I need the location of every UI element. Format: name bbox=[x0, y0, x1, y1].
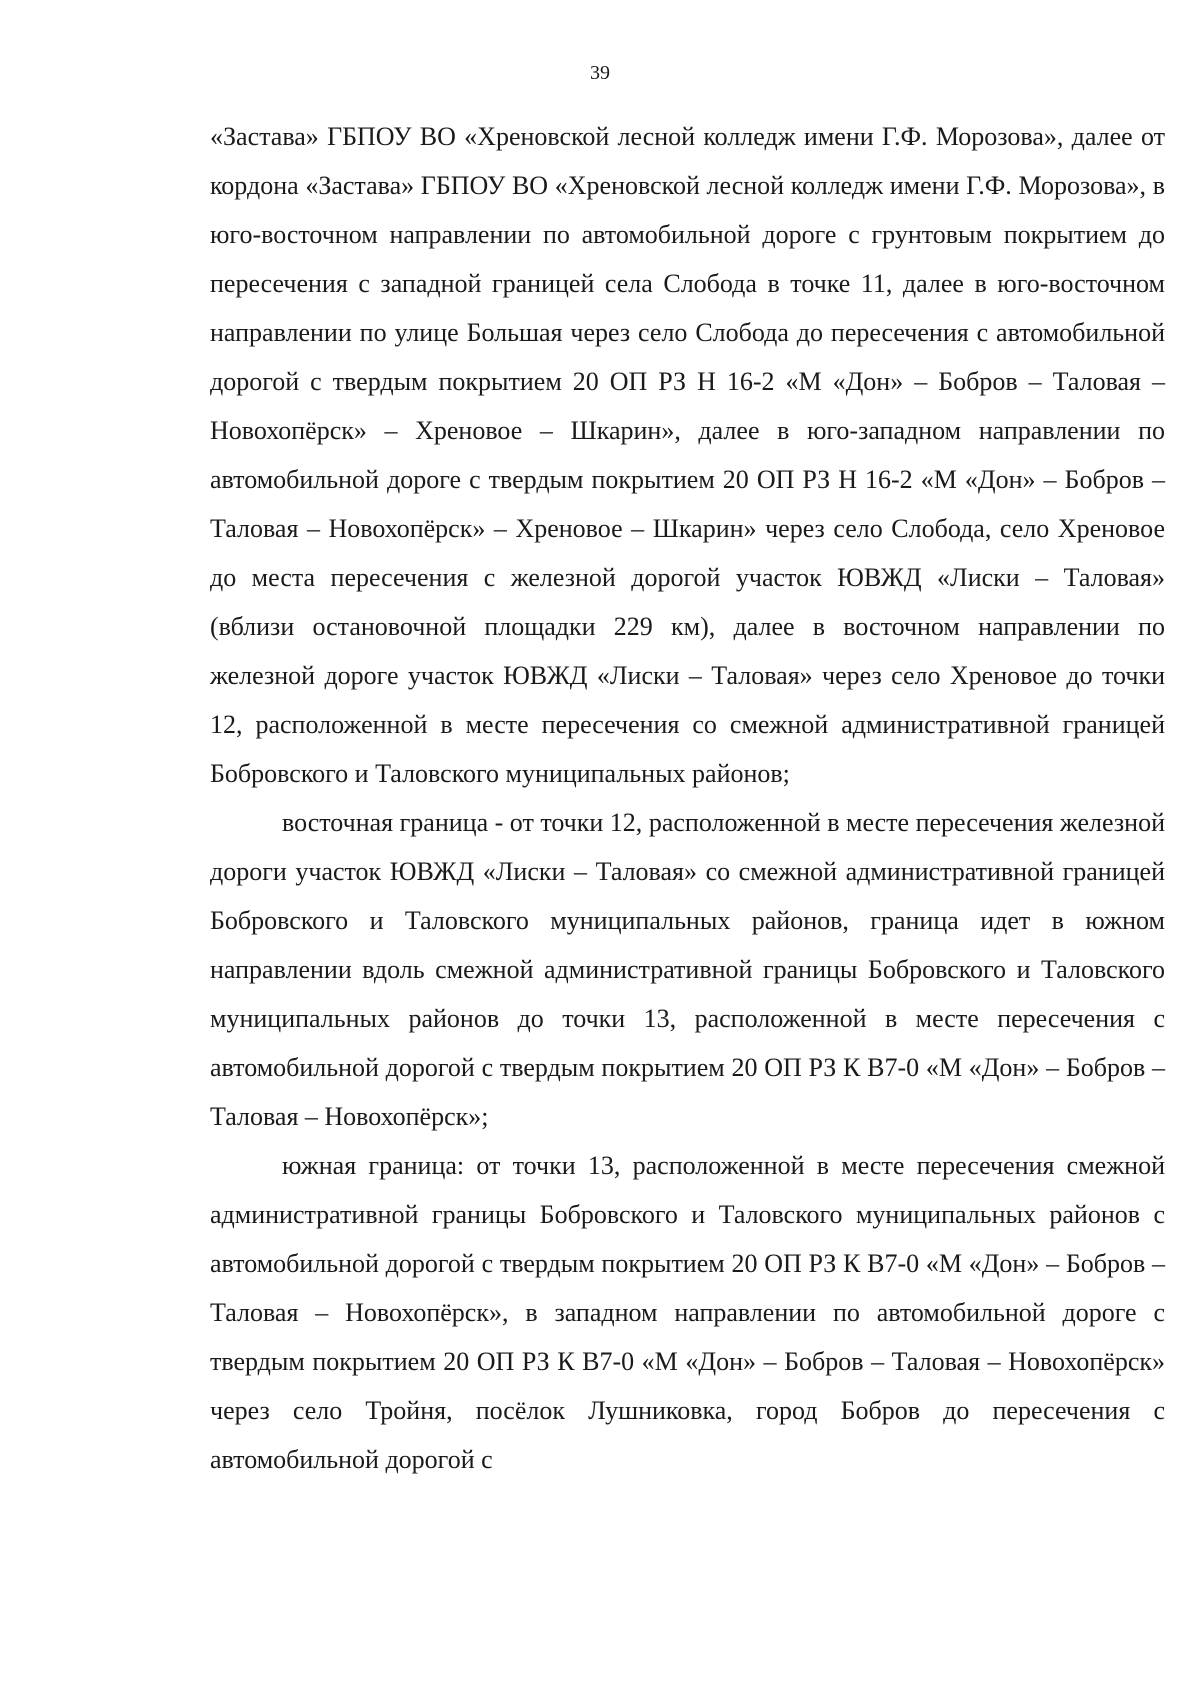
paragraph-west-boundary-continuation: «Застава» ГБПОУ ВО «Хреновской лесной колледж имени Г.Ф. Морозова», далее от кордона «Застава» ГБПОУ ВО «Хреновской лесной колледж имени Г.Ф. Морозова», в юго-восточном направлении по автомобильной дороге с грунтовым покрытием до пересечения с западной границей села Слобода в точке 11, далее в юго-восточном направлении по улице Большая через село Слобода до пересечения с автомобильной дорогой с твердым покрытием 20 ОП РЗ Н 16-2 «М «Дон» – Бобров – Таловая – Новохопёрск» – Хреновое – Шкарин», далее в юго-западном направлении по автомобильной дороге с твердым покрытием 20 ОП РЗ Н 16-2 «М «Дон» – Бобров – Таловая – Новохопёрск» – Хреновое – Шкарин» через село Слобода, село Хреновое до места пересечения с железной дорогой участок ЮВЖД «Лиски – Таловая» (вблизи остановочной площадки 229 км), далее в восточном направлении по железной дороге участок ЮВЖД «Лиски – Таловая» через село Хреновое до точки 12, расположенной в месте пересечения со смежной административной границей Бобровского и Таловского муниципальных районов; bbox=[210, 122, 1165, 788]
paragraph-east-boundary: восточная граница - от точки 12, расположенной в месте пересечения железной дороги участок ЮВЖД «Лиски – Таловая» со смежной административной границей Бобровского и Таловского муниципальных районов, граница идет в южном направлении вдоль смежной административной границы Бобровского и Таловского муниципальных районов до точки 13, расположенной в месте пересечения с автомобильной дорогой с твердым покрытием 20 ОП РЗ К В7-0 «М «Дон» – Бобров – Таловая – Новохопёрск»; bbox=[210, 808, 1165, 1131]
page-number: 39 bbox=[590, 62, 610, 84]
document-body bbox=[210, 112, 1165, 1484]
paragraph-south-boundary: южная граница: от точки 13, расположенной в месте пересечения смежной административной границы Бобровского и Таловского муниципальных районов с автомобильной дорогой с твердым покрытием 20 ОП РЗ К В7-0 «М «Дон» – Бобров – Таловая – Новохопёрск», в западном направлении по автомобильной дороге с твердым покрытием 20 ОП РЗ К В7-0 «М «Дон» – Бобров – Таловая – Новохопёрск» через село Тройня, посёлок Лушниковка, город Бобров до пересечения с автомобильной дорогой с bbox=[210, 1151, 1165, 1474]
